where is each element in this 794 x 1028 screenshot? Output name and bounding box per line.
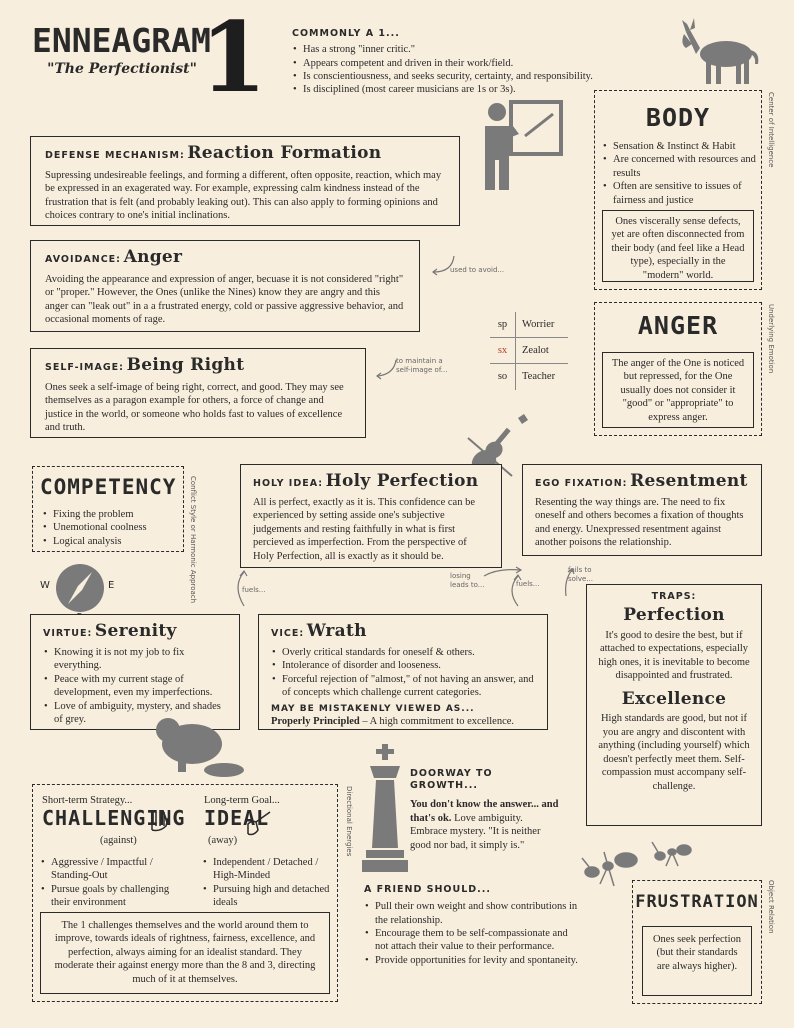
friend-section	[364, 884, 578, 967]
anger-side-label: Underlying Emotion	[766, 304, 775, 374]
growth-label: DOORWAY TO GROWTH...	[410, 768, 493, 792]
beaver-icon	[152, 708, 244, 780]
list-item: • Are concerned with resources and results	[602, 153, 758, 180]
vice-title: Wrath	[306, 621, 367, 641]
traps-title-perfection: Perfection	[623, 605, 725, 626]
competency-title: COMPETENCY	[40, 475, 177, 499]
instinct-row	[490, 312, 568, 338]
virtue-title: Serenity	[94, 621, 177, 641]
strategy-side-label: Directional Energies	[344, 786, 353, 857]
traps-text-excellence: High standards are good, but not if you are angry and discontent with anything (including yourself) which doesn't perfectly meet them. Self-compassion must accompany self-challenge.	[598, 713, 750, 792]
holy-idea-box	[240, 464, 502, 568]
growth-body: Love ambiguity. Embrace mystery. "It is neither good nor bad, it simply is."	[410, 812, 541, 851]
defense-title: Reaction Formation	[187, 143, 382, 163]
instinct-name: Zealot	[522, 344, 549, 356]
holy-idea-title: Holy Perfection	[325, 471, 479, 491]
long-term-label: Long-term Goal...	[204, 795, 280, 806]
list-item: • Is conscientiousness, and seeks security, certainty, and responsibility.	[292, 70, 652, 83]
hand-stop-icon	[146, 806, 172, 832]
arrow-icon	[372, 356, 400, 382]
fuels-note: fuels...	[242, 586, 266, 594]
mistaken-text	[271, 715, 535, 728]
list-item: • Sensation & Instinct & Habit	[602, 140, 758, 153]
list-item: • Independent / Detached / High-Minded	[202, 856, 332, 883]
avoidance-title: Anger	[123, 247, 183, 267]
holy-idea-body: All is perfect, exactly as it is. This confidence can be experienced by setting asside one's subjective judgements and resting faithfully in what is first percieved as imperfection. From the perspective of Holy Perfection, all is exactly as it should be.	[253, 496, 475, 562]
self-image-body: Ones seek a self-image of being right, correct, and good. They may see themselves as a paragon example for others, a force of change and justice in the world, or someone who holds fast to values of excellence and truth.	[45, 381, 344, 434]
fails-to-solve-note: fails to solve...	[568, 566, 593, 583]
instinct-name: Worrier	[522, 318, 555, 330]
instinct-table	[490, 312, 568, 390]
short-term-sub: (against)	[100, 835, 137, 846]
defense-label: DEFENSE MECHANISM:	[45, 150, 185, 161]
instinct-code: sx	[490, 338, 516, 364]
fuels-note: fuels...	[516, 580, 540, 588]
teacher-icon	[483, 100, 563, 192]
instinct-name: Teacher	[522, 371, 556, 383]
donkey-icon	[678, 14, 764, 90]
avoidance-box	[30, 240, 420, 332]
losing-note: losing leads to...	[450, 572, 485, 589]
long-term-list	[202, 856, 332, 910]
vice-label: VICE:	[271, 628, 305, 639]
list-item: • Pursue goals by challenging their environment	[40, 883, 190, 910]
list-item: • Love of ambiguity, mystery, and shades of grey.	[43, 700, 227, 727]
avoidance-label: AVOIDANCE:	[45, 254, 121, 265]
self-image-title: Being Right	[126, 355, 245, 375]
list-item: • Peace with my current stage of development, even my imperfections.	[43, 673, 227, 700]
strategy-summary-box: The 1 challenges themselves and the world around them to improve, towards ideals of rightness, fairness, excellence, and perfection, always aiming for an idealist standard. They moderate their against energy more than the 8 and 3, directing much of it at themselves.	[40, 912, 330, 994]
list-item: • Forceful rejection of "almost," of not having an answer, and of concepts which challenge current categories.	[271, 673, 535, 700]
instinct-code: so	[490, 364, 516, 390]
frustration-text-box: Ones seek perfection (but their standards are always higher).	[642, 926, 752, 996]
list-item: • Logical analysis	[42, 535, 182, 548]
commonly-list	[292, 43, 652, 97]
list-item: • Provide opportunities for levity and spontaneity.	[364, 954, 578, 967]
frustration-side-label: Object Relation	[766, 880, 775, 934]
ego-fixation-label: EGO FIXATION:	[535, 478, 628, 489]
list-item: • Fixing the problem	[42, 508, 182, 521]
ego-fixation-body: Resenting the way things are. The need to fix oneself and others becomes a fixation of thoughts and energy. Unexpressed resentment against another poisons the relationship.	[535, 496, 744, 549]
compass-west: W	[40, 580, 50, 591]
compass-icon	[52, 560, 108, 616]
chess-king-icon	[358, 744, 412, 874]
short-term-list	[40, 856, 190, 910]
list-item: • Aggressive / Impactful / Standing-Out	[40, 856, 190, 883]
ego-fixation-title: Resentment	[630, 471, 748, 491]
long-term-title: IDEAL	[204, 806, 270, 830]
mistaken-desc: – A high commitment to excellence.	[359, 716, 515, 728]
short-term-label: Short-term Strategy...	[42, 795, 133, 806]
title-block	[32, 21, 212, 79]
commonly-section	[292, 28, 652, 97]
self-image-box	[30, 348, 366, 438]
list-item: • Unemotional coolness	[42, 521, 182, 534]
list-item: • Is disciplined (most career musicians are 1s or 3s).	[292, 83, 652, 96]
compass-east: E	[108, 580, 115, 591]
growth-bold: You don't know the answer... and that's ok.	[410, 799, 559, 824]
growth-section	[410, 768, 560, 852]
traps-text-perfection: It's good to desire the best, but if attached to expectations, especially high ones, it is inevitable to become disappointed and frustrated.	[598, 629, 750, 682]
friend-list	[364, 900, 578, 967]
ego-fixation-box	[522, 464, 762, 556]
defense-body: Supressing undesireable feelings, and forming a different, often opposite, reaction, which may be expressed in an exagerated way. For example, expressing calm kindness instead of the frustration that is felt (and probably leaking out). This can also apply to forming opinions and choices contrary to one's initial inclinations.	[45, 169, 442, 222]
body-title: BODY	[645, 103, 711, 132]
holy-idea-label: HOLY IDEA:	[253, 478, 324, 489]
page-title: ENNEAGRAM	[32, 21, 211, 60]
list-item: • Has a strong "inner critic."	[292, 43, 652, 56]
vice-box	[258, 614, 548, 730]
commonly-heading: COMMONLY A 1...	[292, 28, 400, 39]
traps-title-excellence: Excellence	[621, 688, 727, 709]
virtue-label: VIRTUE:	[43, 628, 93, 639]
arrows-icon	[228, 566, 608, 616]
anger-title: ANGER	[637, 311, 719, 340]
traps-label: TRAPS:	[651, 591, 697, 602]
anger-text-box: The anger of the One is noticed but repressed, for the One usually does not consider it "good" or "appropriate" to express anger.	[602, 352, 754, 428]
list-item: • Encourage them to be self-compassionate and not attach their value to their performance.	[364, 927, 578, 954]
competency-list	[42, 508, 182, 548]
body-side-label: Center of Intelligence	[766, 92, 775, 168]
growth-text	[410, 798, 560, 852]
list-item: • Intolerance of disorder and looseness.	[271, 659, 535, 672]
used-to-avoid-note: used to avoid...	[450, 266, 505, 274]
list-item: • Often are sensitive to issues of fairness and justice	[602, 180, 758, 207]
list-item: • Appears competent and driven in their work/field.	[292, 57, 652, 70]
vice-list	[271, 646, 535, 700]
defense-mechanism-box	[30, 136, 460, 226]
short-term-title: CHALLENGING	[42, 806, 186, 830]
avoidance-body: Avoiding the appearance and expression of anger, becuase it is not considered "right" or "proper." However, the Ones (unlike the Nines) know they are angry and this anger can "leak out" in a a frustrated energy, cold or passive aggressive behavior, and occasional moments of rage.	[45, 273, 404, 326]
arrow-icon	[428, 252, 458, 278]
list-item: • Knowing it is not my job to fix everything.	[43, 646, 227, 673]
self-image-label: SELF-IMAGE:	[45, 362, 124, 373]
competency-side-label: Conflict Style or Harmonic Approach	[188, 476, 197, 604]
instinct-row	[490, 338, 568, 364]
instinct-row	[490, 364, 568, 390]
list-item: • Pull their own weight and show contributions in the relationship.	[364, 900, 578, 927]
instinct-code: sp	[490, 312, 516, 338]
mistaken-label: MAY BE MISTAKENLY VIEWED AS...	[271, 703, 475, 714]
long-term-sub: (away)	[208, 835, 238, 846]
traps-box	[586, 584, 762, 826]
mistaken-term: Properly Principled	[271, 716, 360, 728]
list-item: • Overly critical standards for oneself & others.	[271, 646, 535, 659]
page-subtitle: "The Perfectionist"	[47, 61, 197, 77]
to-maintain-note: to maintain a self-image of...	[396, 357, 448, 374]
friend-label: A FRIEND SHOULD...	[364, 884, 491, 895]
list-item: • Pursuing high and detached ideals	[202, 883, 332, 910]
body-list	[602, 140, 758, 207]
type-number: 1	[200, 1, 267, 114]
hand-point-icon	[244, 808, 274, 838]
body-text-box: Ones viscerally sense defects, yet are often disconnected from their body (and feel like a Head type), especially in the "modern" world.	[602, 210, 754, 282]
frustration-title: FRUSTRATION	[635, 892, 759, 912]
